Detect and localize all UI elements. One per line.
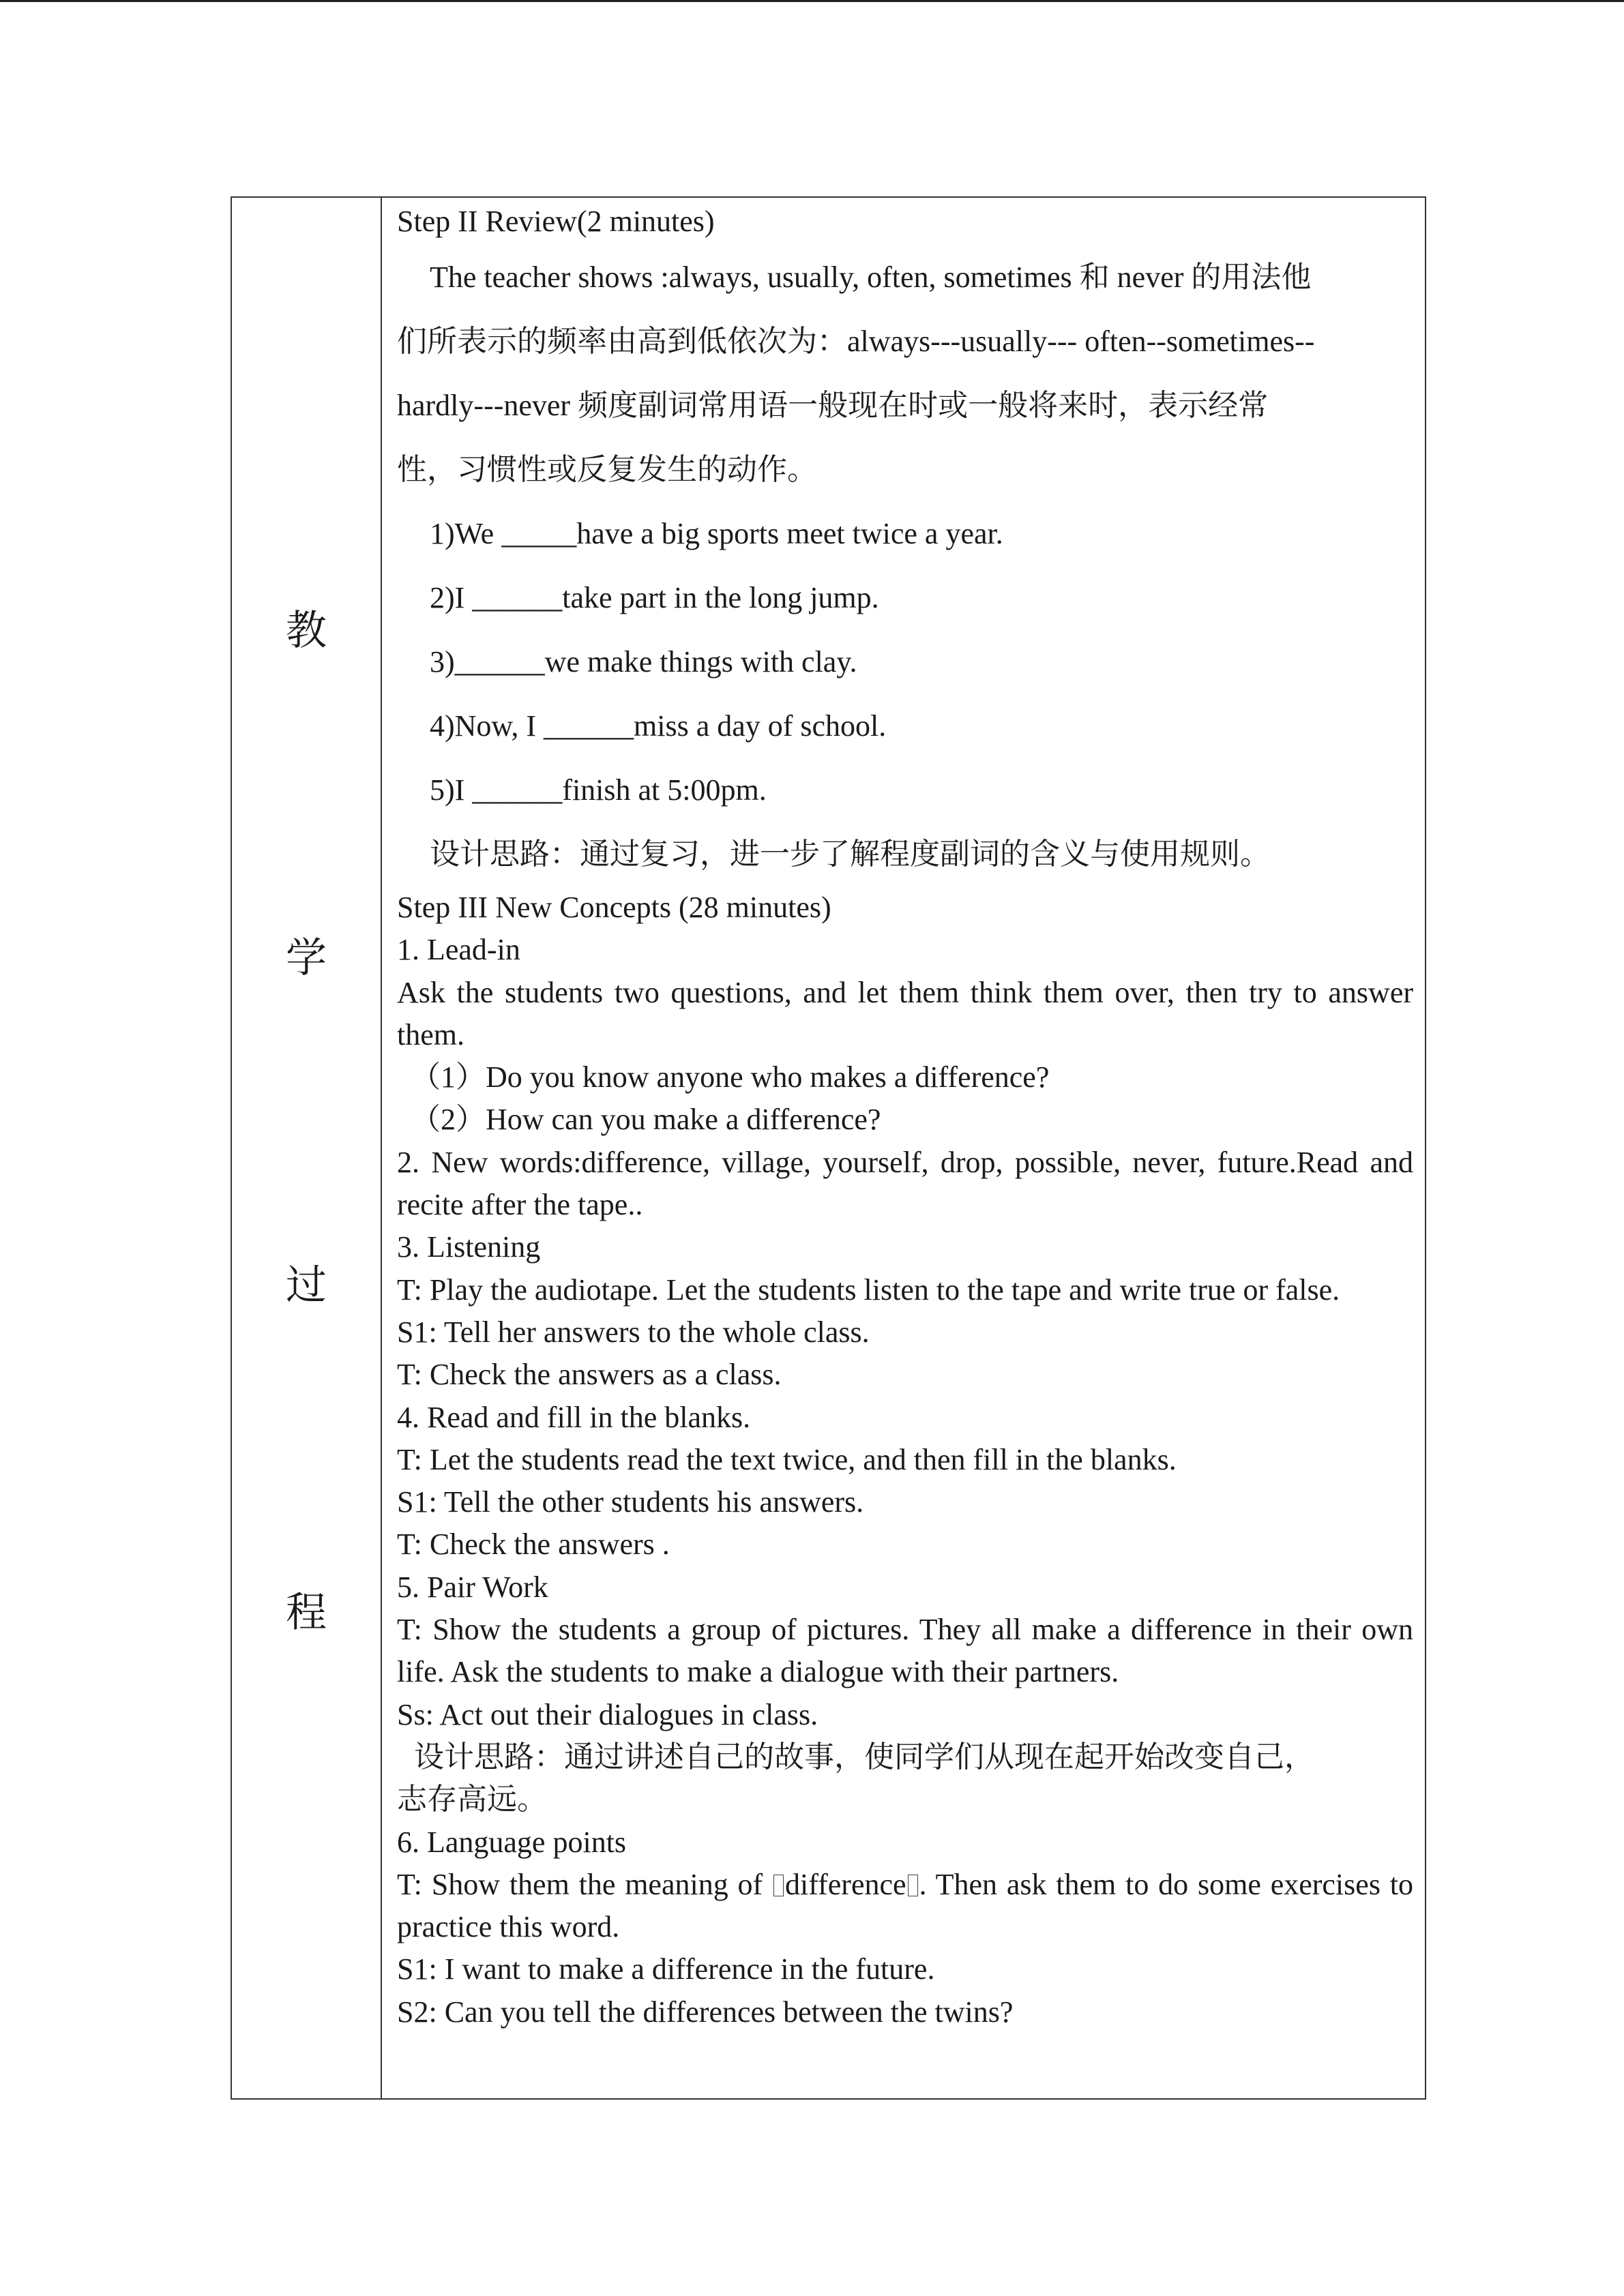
lesson-content	[397, 198, 1413, 2033]
language-points-example: S2: Can you tell the differences between the twins?	[397, 1995, 1014, 2029]
label-char-cheng: 程	[286, 1590, 327, 1635]
review-heading: Step II Review(2 minutes)	[397, 205, 715, 238]
lead-in-question: （2）How can you make a difference?	[411, 1103, 881, 1137]
pair-work-line: T: Show the students a group of pictures. They all make a difference in their own life. Ask the students to make a dialogue with their partners.	[397, 1613, 1413, 1689]
review-exercise: 4)Now, I ______miss a day of school.	[430, 709, 887, 743]
read-fill-line: T: Check the answers .	[397, 1527, 670, 1562]
review-intro-line: hardly---never 频度副词常用语一般现在时或一般将来时，表示经常	[397, 389, 1269, 422]
read-fill-line: T: Let the students read the text twice, and then fill in the blanks.	[397, 1442, 1177, 1476]
review-intro-line: 性，习惯性或反复发生的动作。	[397, 453, 817, 486]
listening-line: S1: Tell her answers to the whole class.	[397, 1315, 870, 1349]
lesson-plan-table	[231, 196, 1426, 2100]
language-points-text-before: T: Show them the meaning of	[397, 1867, 773, 1901]
review-exercise: 5)I ______finish at 5:00pm.	[430, 773, 767, 807]
pair-work-design-note: 志存高远。	[397, 1783, 547, 1817]
lead-in-question: （1）Do you know anyone who makes a difference?	[411, 1060, 1050, 1094]
label-char-guo: 过	[286, 1263, 327, 1308]
review-intro-line: 们所表示的频率由高到低依次为：always---usually--- often--sometimes--	[397, 325, 1315, 358]
new-words: 2. New words:difference, village, yourself, drop, possible, never, future.Read and recite after the tape..	[397, 1145, 1413, 1222]
language-points-example: S1: I want to make a difference in the future.	[397, 1952, 935, 1986]
listening-title: 3. Listening	[397, 1230, 541, 1264]
lead-in-text: Ask the students two questions, and let them think them over, then try to answer them.	[397, 975, 1413, 1052]
review-section	[397, 198, 1413, 886]
read-fill-line: S1: Tell the other students his answers.	[397, 1485, 864, 1519]
missing-glyph-box	[773, 1875, 784, 1896]
language-points-text	[397, 1864, 1413, 1949]
page-top-border	[0, 0, 1624, 2]
listening-line: T: Check the answers as a class.	[397, 1358, 782, 1392]
review-exercise: 1)We _____have a big sports meet twice a year.	[430, 517, 1003, 550]
pair-work-design-note: 设计思路：通过讲述自己的故事，使同学们从现在起开始改变自己，	[414, 1740, 1314, 1774]
new-concepts-section	[397, 886, 1413, 2033]
language-points-word: difference	[785, 1867, 906, 1901]
read-fill-title: 4. Read and fill in the blanks.	[397, 1400, 751, 1434]
missing-glyph-box	[908, 1875, 918, 1896]
review-intro-line: The teacher shows :always, usually, often, sometimes 和 never 的用法他	[430, 260, 1312, 294]
pair-work-title: 5. Pair Work	[397, 1570, 548, 1604]
language-points-text-after: . Then ask them to do some exercises to practice this word.	[397, 1867, 1413, 1944]
pair-work-line: Ss: Act out their dialogues in class.	[397, 1697, 818, 1731]
label-char-xue: 学	[286, 936, 327, 981]
lead-in-title: 1. Lead-in	[397, 933, 520, 967]
teaching-process-label-column	[232, 198, 382, 2098]
listening-line: T: Play the audiotape. Let the students listen to the tape and write true or false.	[397, 1272, 1340, 1307]
language-points-title: 6. Language points	[397, 1825, 627, 1859]
review-exercise: 2)I ______take part in the long jump.	[430, 581, 879, 614]
label-char-jiao: 教	[286, 608, 327, 653]
new-concepts-heading: Step III New Concepts (28 minutes)	[397, 891, 831, 924]
review-design-note: 设计思路：通过复习，进一步了解程度副词的含义与使用规则。	[430, 837, 1270, 871]
review-exercise: 3)______we make things with clay.	[430, 645, 857, 679]
